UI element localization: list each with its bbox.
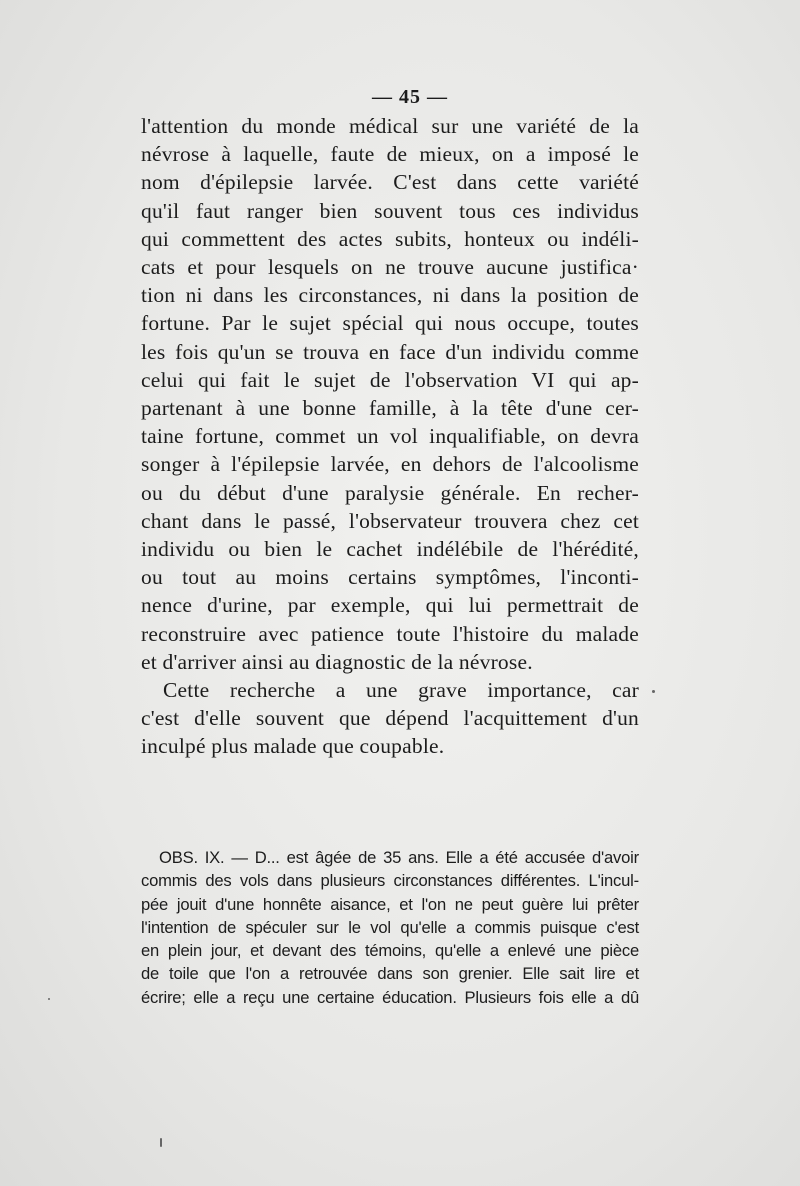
body-line: nence d'urine, par exemple, qui lui permettrait de <box>141 593 639 618</box>
body-line: nom d'épilepsie larvée. C'est dans cette variété <box>141 170 639 195</box>
body-line: reconstruire avec patience toute l'histoire du malade <box>141 621 639 646</box>
note-line: OBS. IX. — D... est âgée de 35 ans. Elle a été accusée d'avoir <box>159 848 639 867</box>
body-line: et d'arriver ainsi au diagnostic de la névrose. <box>141 649 533 674</box>
note-line: de toile que l'on a retrouvée dans son grenier. Elle sait lire et <box>141 964 639 984</box>
note-line: pée jouit d'une honnête aisance, et l'on ne peut guère lui prêter <box>141 894 639 914</box>
page-number: — 45 — <box>372 86 448 108</box>
body-line: celui qui fait le sujet de l'observation VI qui ap- <box>141 367 639 392</box>
paper-speck <box>48 998 50 1000</box>
body-text <box>141 112 639 761</box>
note-line: en plein jour, et devant des témoins, qu'elle a enlevé une pièce <box>141 941 639 961</box>
body-line: ou du début d'une paralysie générale. En recher- <box>141 480 639 505</box>
body-line: qu'il faut ranger bien souvent tous ces individus <box>141 198 639 223</box>
body-line: taine fortune, commet un vol inqualifiable, on devra <box>141 424 639 449</box>
body-line: névrose à laquelle, faute de mieux, on a imposé le <box>141 142 639 167</box>
body-line: tion ni dans les circonstances, ni dans la position de <box>141 283 639 308</box>
note-line: commis des vols dans plusieurs circonstances différentes. L'incul- <box>141 871 639 891</box>
body-line: partenant à une bonne famille, à la tête d'une cer- <box>141 396 639 421</box>
body-line: cats et pour lesquels on ne trouve aucune justifica· <box>141 255 639 280</box>
note-line: écrire; elle a reçu une certaine éducation. Plusieurs fois elle a dû <box>141 987 639 1007</box>
paper-speck <box>160 1138 162 1147</box>
body-line: qui commettent des actes subits, honteux ou indéli- <box>141 226 639 251</box>
note-line: l'intention de spéculer sur le vol qu'elle a commis puisque c'est <box>141 917 639 937</box>
body-line: chant dans le passé, l'observateur trouvera chez cet <box>141 508 639 533</box>
observation-note <box>141 846 639 1009</box>
body-line: fortune. Par le sujet spécial qui nous occupe, toutes <box>141 311 639 336</box>
paper-speck <box>652 690 655 693</box>
body-line: songer à l'épilepsie larvée, en dehors de l'alcoolisme <box>141 452 639 477</box>
body-line: individu ou bien le cachet indélébile de l'hérédité, <box>141 537 639 562</box>
body-line: c'est d'elle souvent que dépend l'acquittement d'un <box>141 706 639 731</box>
body-line: l'attention du monde médical sur une variété de la <box>141 114 639 138</box>
body-line: ou tout au moins certains symptômes, l'inconti- <box>141 565 639 590</box>
body-line: inculpé plus malade que coupable. <box>141 734 445 759</box>
body-line: Cette recherche a une grave importance, car <box>163 678 639 703</box>
body-line: les fois qu'un se trouva en face d'un individu comme <box>141 339 639 364</box>
